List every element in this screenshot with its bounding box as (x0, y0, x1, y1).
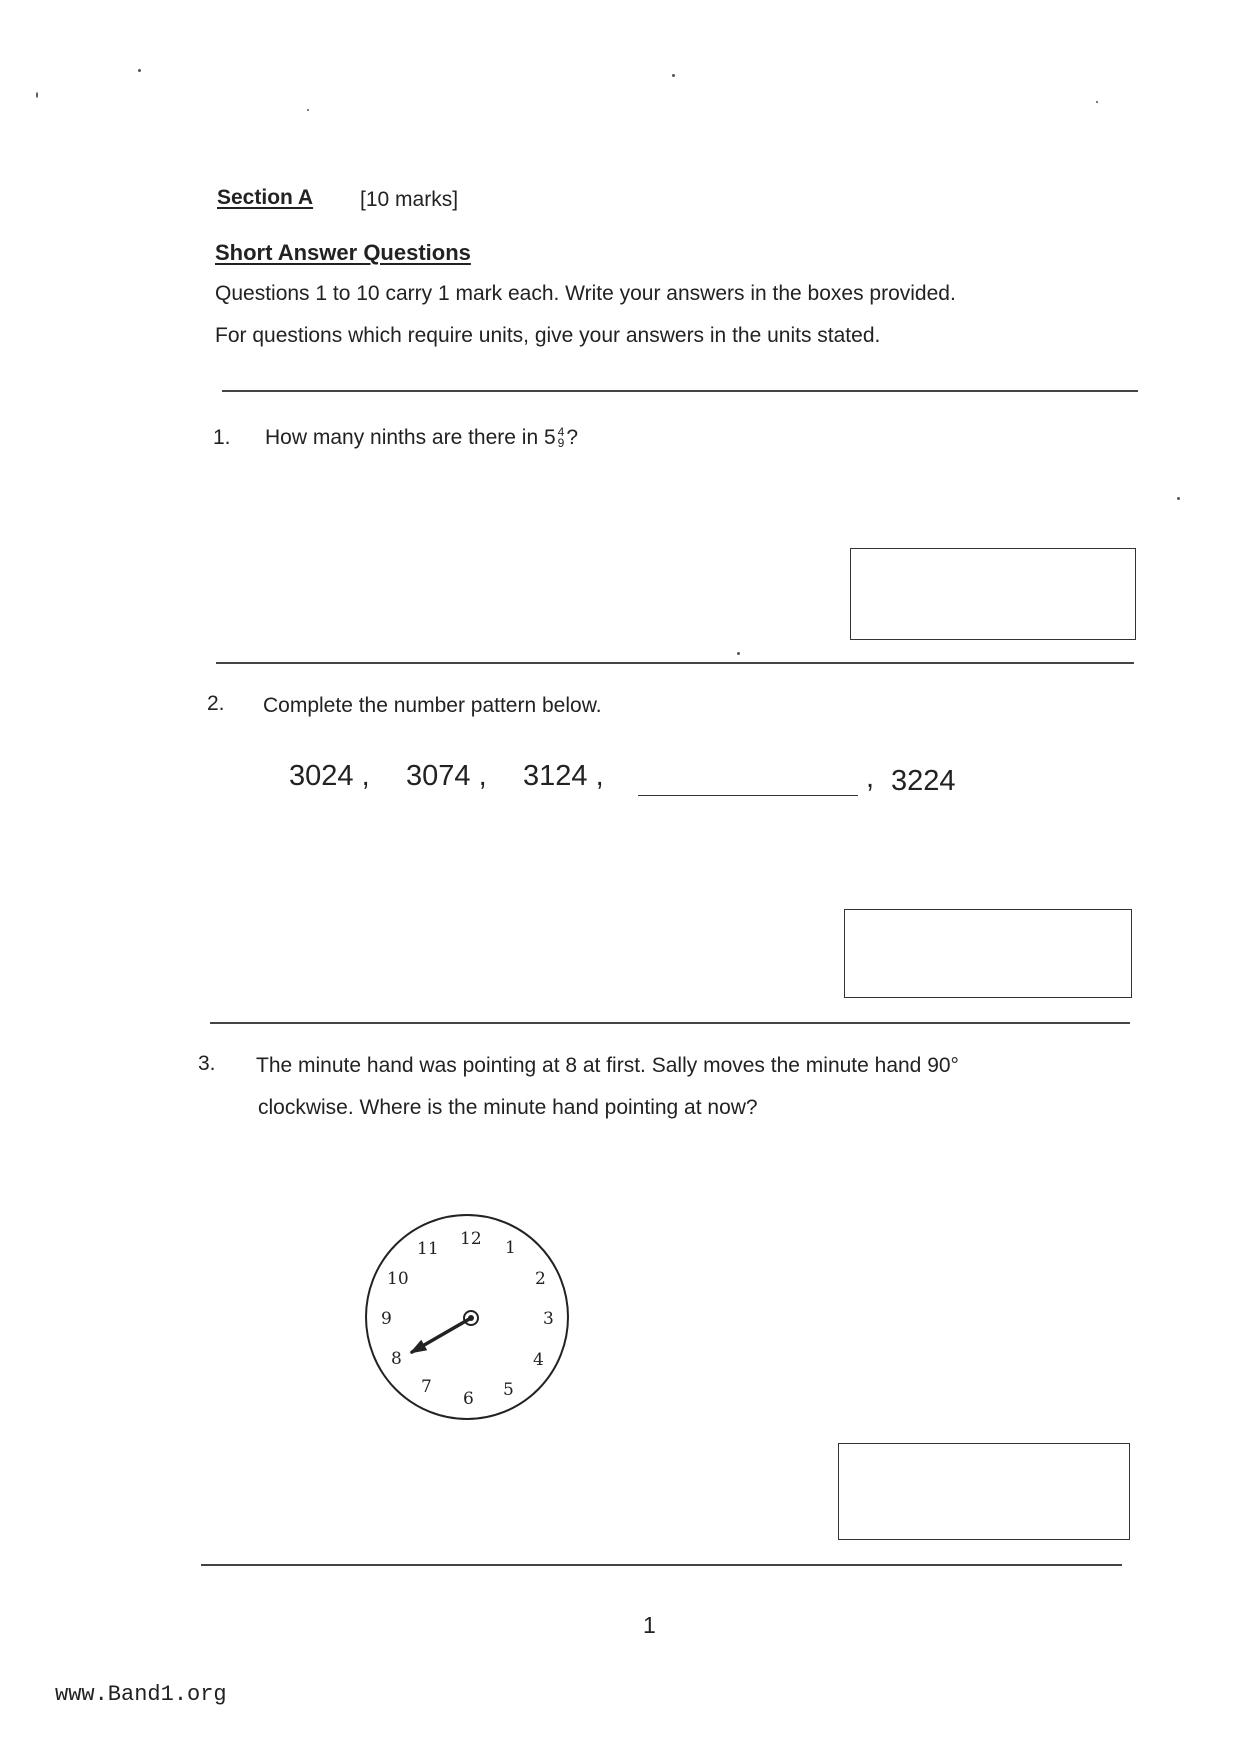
scan-speck (307, 109, 309, 111)
question-1-prompt: How many ninths are there in 5 (265, 426, 556, 449)
pattern-term-2: 3074 , (406, 760, 487, 792)
clock (363, 1213, 573, 1423)
divider (216, 662, 1134, 664)
section-title: Section A (217, 186, 314, 209)
clock-number-4: 4 (533, 1350, 544, 1370)
clock-number-11: 11 (417, 1239, 439, 1259)
fraction (558, 427, 565, 449)
minute-hand-tip (410, 1340, 428, 1354)
scan-speck (737, 652, 740, 655)
pattern-term-5: 3224 (891, 765, 956, 797)
question-3-number: 3. (198, 1052, 216, 1075)
section-subtitle: Short Answer Questions (215, 240, 471, 265)
question-3-line-2: clockwise. Where is the minute hand pointing at now? (258, 1096, 758, 1119)
scan-speck (1096, 101, 1098, 103)
question-2-number: 2. (207, 692, 225, 715)
divider (210, 1022, 1130, 1024)
divider (201, 1564, 1122, 1566)
answer-box-3[interactable] (838, 1443, 1130, 1540)
instruction-line-2: For questions which require units, give your answers in the units stated. (215, 324, 881, 347)
question-2-text: Complete the number pattern below. (263, 694, 602, 717)
fraction-denominator: 9 (557, 436, 565, 451)
pattern-term-1: 3024 , (289, 760, 370, 792)
scan-speck (1177, 497, 1180, 500)
clock-number-1: 1 (505, 1238, 516, 1258)
clock-number-5: 5 (503, 1380, 514, 1400)
clock-number-3: 3 (543, 1309, 554, 1329)
clock-number-2: 2 (535, 1269, 546, 1289)
scan-speck (138, 69, 141, 72)
clock-number-10: 10 (387, 1269, 409, 1289)
fraction-numerator: 4 (557, 425, 565, 440)
instruction-line-1: Questions 1 to 10 carry 1 mark each. Write your answers in the boxes provided. (215, 282, 956, 305)
footer-url: www.Band1.org (55, 1682, 227, 1707)
question-1-text (265, 426, 578, 450)
divider (222, 390, 1138, 392)
section-marks: [10 marks] (360, 188, 459, 211)
pattern-blank[interactable] (638, 795, 858, 796)
clock-number-7: 7 (421, 1377, 432, 1397)
clock-number-8: 8 (391, 1349, 402, 1369)
question-3-line-1: The minute hand was pointing at 8 at first. Sally moves the minute hand 90° (256, 1054, 959, 1077)
pattern-separator: , (866, 762, 875, 794)
clock-number-12: 12 (460, 1229, 482, 1249)
page-number: 1 (643, 1612, 656, 1638)
clock-number-9: 9 (381, 1309, 392, 1329)
question-1-suffix: ? (566, 426, 579, 449)
answer-box-2[interactable] (844, 909, 1132, 998)
clock-number-6: 6 (463, 1389, 474, 1409)
scan-speck (36, 92, 38, 98)
scan-speck (672, 74, 675, 77)
answer-box-1[interactable] (850, 548, 1136, 640)
question-1-number: 1. (213, 426, 231, 449)
pattern-term-3: 3124 , (523, 760, 604, 792)
